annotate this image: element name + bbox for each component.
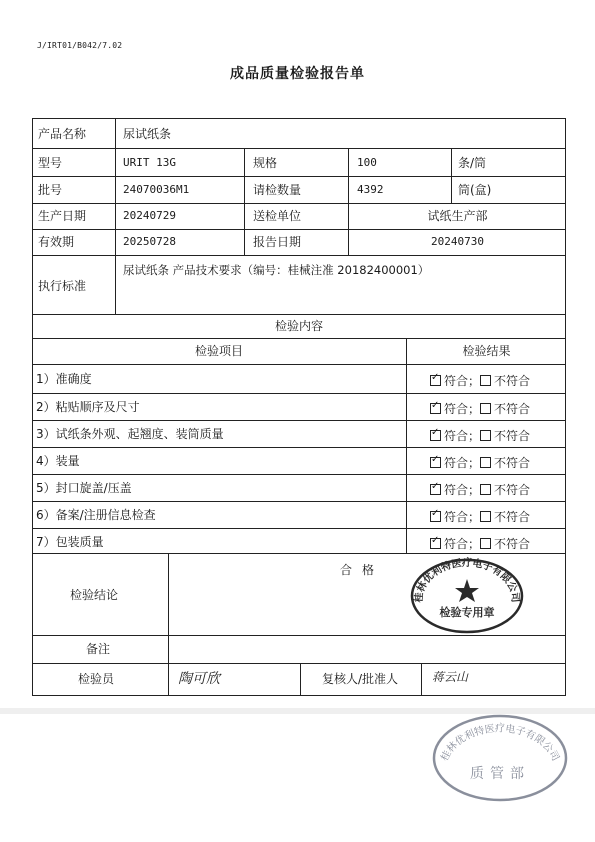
document-title: 成品质量检验报告单 [230, 66, 365, 82]
stamp2-org-text: 桂林优利特医疗电子有限公司 [439, 723, 561, 764]
report-date-label: 报告日期 [253, 235, 302, 249]
product-name-value: 尿试纸条 [123, 127, 172, 141]
fail-checkbox[interactable] [480, 403, 491, 414]
fail-text: 不符合 [494, 537, 531, 551]
reviewer-signature: 蒋云山 [432, 670, 469, 684]
expiry-value: 20250728 [123, 235, 176, 248]
pass-text: 符合； [444, 429, 481, 443]
standard-value: 尿试纸条 产品技术要求（编号：桂械注准 20182400001） [123, 263, 430, 277]
conclusion-label: 检验结论 [70, 588, 119, 602]
department-stamp [430, 712, 570, 802]
dept-value: 试纸生产部 [427, 209, 488, 223]
pass-text: 符合； [444, 374, 481, 388]
pass-checkbox[interactable] [430, 457, 441, 468]
pass-checkbox[interactable] [430, 375, 441, 386]
batch-label: 批号 [38, 183, 63, 197]
pass-text: 符合； [444, 537, 481, 551]
quantity-unit: 筒(盒) [458, 183, 492, 197]
pass-text: 符合； [444, 402, 481, 416]
dept-label: 送检单位 [253, 209, 302, 223]
spec-unit: 条/筒 [458, 156, 487, 170]
inspection-item-label: 7）包装质量 [36, 535, 104, 549]
pass-checkbox[interactable] [430, 430, 441, 441]
fail-text: 不符合 [494, 510, 531, 524]
item-header: 检验项目 [194, 344, 243, 358]
pass-text: 符合； [444, 510, 481, 524]
fail-text: 不符合 [494, 456, 531, 470]
fail-checkbox[interactable] [480, 430, 491, 441]
inspection-item-result [430, 481, 530, 498]
inspector-signature: 陶可欣 [178, 671, 220, 687]
model-label: 型号 [38, 156, 63, 170]
star-icon [455, 579, 479, 602]
batch-value: 24070036M1 [123, 183, 190, 196]
model-value: URIT 13G [123, 156, 176, 169]
fail-text: 不符合 [494, 374, 531, 388]
inspection-item-result [430, 372, 530, 389]
pass-checkbox[interactable] [430, 538, 441, 549]
inspection-item-result [430, 400, 530, 417]
pass-checkbox[interactable] [430, 511, 441, 522]
result-header: 检验结果 [462, 344, 511, 358]
inspection-section-title: 检验内容 [274, 319, 323, 333]
inspection-item-result [430, 508, 530, 525]
conclusion-value: 合格 [340, 563, 385, 577]
fail-checkbox[interactable] [480, 457, 491, 468]
inspection-stamp [408, 556, 526, 634]
stamp-title: 检验专用章 [439, 606, 495, 619]
inspection-item-result [430, 427, 530, 444]
inspection-item-label: 6）备案/注册信息检查 [36, 508, 156, 522]
mfg-date-label: 生产日期 [38, 209, 87, 223]
expiry-label: 有效期 [38, 235, 75, 249]
pass-text: 符合； [444, 483, 481, 497]
report-date-value: 20240730 [431, 235, 484, 248]
reviewer-label: 复核人/批准人 [322, 672, 399, 686]
fail-text: 不符合 [494, 483, 531, 497]
remarks-label: 备注 [86, 642, 111, 656]
spec-label: 规格 [253, 156, 278, 170]
quantity-value: 4392 [357, 183, 384, 196]
inspection-item-label: 2）粘贴顺序及尺寸 [36, 400, 140, 414]
fail-checkbox[interactable] [480, 375, 491, 386]
fail-checkbox[interactable] [480, 511, 491, 522]
product-name-label: 产品名称 [38, 127, 87, 141]
fail-checkbox[interactable] [480, 484, 491, 495]
stamp2-title: 质管部 [470, 766, 530, 782]
fail-checkbox[interactable] [480, 538, 491, 549]
inspection-item-result [430, 454, 530, 471]
inspection-item-label: 1）准确度 [36, 372, 92, 386]
inspection-item-label: 5）封口旋盖/压盖 [36, 481, 132, 495]
pass-text: 符合； [444, 456, 481, 470]
inspection-item-label: 3）试纸条外观、起翘度、装筒质量 [36, 427, 224, 441]
pass-checkbox[interactable] [430, 403, 441, 414]
pass-checkbox[interactable] [430, 484, 441, 495]
inspection-item-label: 4）装量 [36, 454, 80, 468]
quantity-label: 请检数量 [253, 183, 302, 197]
document-code: J/IRT01/B042/7.02 [37, 41, 123, 50]
inspection-item-result [430, 535, 530, 552]
fail-text: 不符合 [494, 402, 531, 416]
standard-label: 执行标准 [38, 279, 87, 293]
fail-text: 不符合 [494, 429, 531, 443]
stamp-org-text: 桂林优利特医疗电子有限公司 [413, 558, 521, 604]
inspector-label: 检验员 [78, 672, 115, 686]
spec-value: 100 [357, 156, 377, 169]
mfg-date-value: 20240729 [123, 209, 176, 222]
